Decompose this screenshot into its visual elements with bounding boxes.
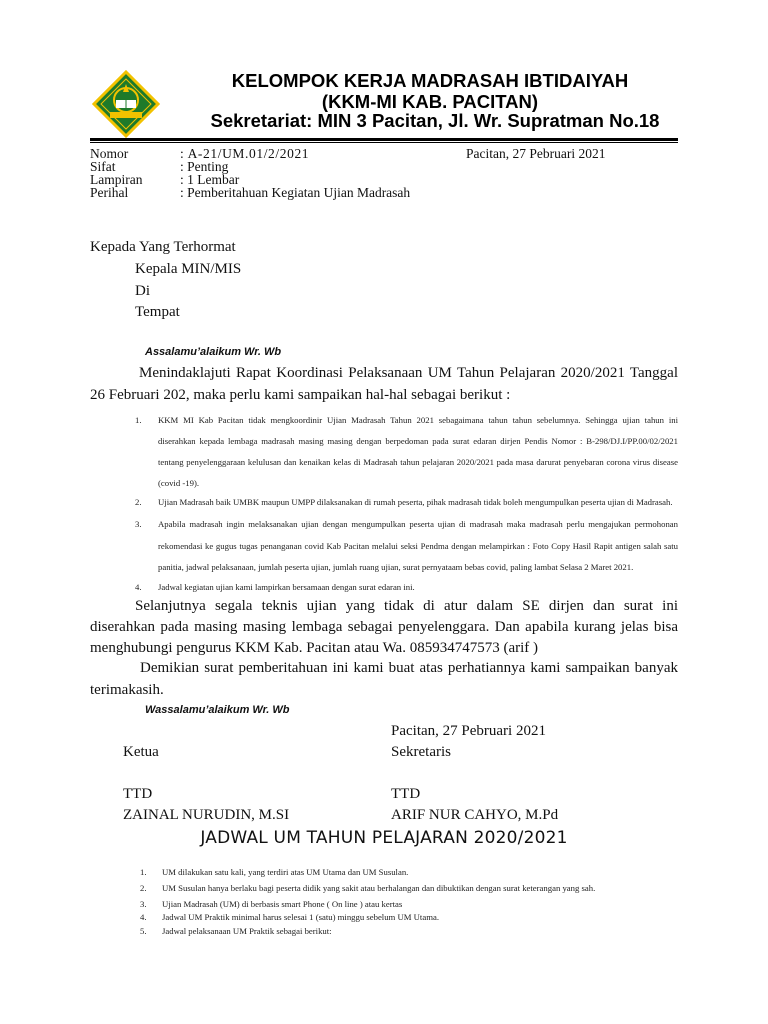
address-place: Tempat [135,304,180,320]
point-line: KKM MI Kab Pacitan tidak mengkoordinir Ujian Madrasah Tahun 2021 sebagaimana tahun tahun sebelumnya. Sehingga ujian tahun ini [158,415,678,425]
address-recipient: Kepala MIN/MIS [135,261,242,277]
jadwal-item: Ujian Madrasah (UM) di berbasis smart Phone ( On line ) atau kertas [162,899,403,909]
signature-left-name: ZAINAL NURUDIN, M.SI [123,807,290,823]
closing-p1-line-3: menghubungi pengurus KKM Kab. Pacitan atau Wa. 085934747573 (arif ) [90,640,539,656]
nomor-label: Nomor [90,146,129,161]
jadwal-item: Jadwal UM Praktik minimal harus selesai 1 (satu) minggu sebelum UM Utama. [162,912,439,922]
address-di: Di [135,283,150,299]
signature-right-ttd: TTD [391,786,421,802]
kemenag-logo-icon [92,70,160,138]
org-name: KELOMPOK KERJA MADRASAH IBTIDAIYAH [231,70,629,91]
intro-line-1: Menindaklajuti Rapat Koordinasi Pelaksanaan UM Tahun Pelajaran 2020/2021 Tanggal [139,365,678,381]
jadwal-item: Jadwal pelaksanaan UM Praktik sebagai berikut: [162,926,332,936]
point-line: Jadwal kegiatan ujian kami lampirkan bersamaan dengan surat edaran ini. [158,582,415,592]
org-abbrev: (KKM-MI KAB. PACITAN) [321,91,539,112]
point-number: 2. [135,497,142,507]
point-line: (covid -19). [158,478,200,488]
jadwal-item: UM dilakukan satu kali, yang terdiri atas UM Utama dan UM Susulan. [162,867,409,877]
closing-p2-line-2: terimakasih. [90,682,164,698]
closing-p2-line-1: Demikian surat pemberitahuan ini kami buat atas perhatiannya kami sampaikan banyak [140,660,678,676]
point-line: Ujian Madrasah baik UMBK maupun UMPP dilaksanakan di rumah peserta, pihak madrasah tidak boleh mengumpulkan peserta ujian di Madrasah. [158,497,673,507]
point-line: panitia, jadwal pelaksanaan, jumlah peserta ujian, jumlah ruang ujian, surat pernyataam bebas covid, paling lambat Selasa 2 Maret 2021. [158,562,634,572]
jadwal-number: 5. [140,926,147,936]
signature-left-role: Ketua [123,744,159,760]
perihal-value: : Pemberitahuan Kegiatan Ujian Madrasah [180,185,411,200]
point-number: 3. [135,519,142,529]
greeting: Assalamu’alaikum Wr. Wb [145,346,282,358]
point-number: 4. [135,582,142,592]
lampiran-label: Lampiran [90,172,143,187]
jadwal-number: 2. [140,883,147,893]
address-to: Kepada Yang Terhormat [90,239,236,255]
point-line: rekomendasi ke gugus tugas penanganan covid Kab Pacitan melalui seksi Pendma dengan melampirkan : Foto Copy Hasil Rapit antigen salah satu [158,541,678,551]
sifat-value: : Penting [180,159,229,174]
jadwal-number: 4. [140,912,147,922]
jadwal-number: 3. [140,899,147,909]
lampiran-value: : 1 Lembar [180,172,240,187]
closing-p1-line-1: Selanjutnya segala teknis ujian yang tidak di atur dalam SE dirjen dan surat ini [135,598,678,614]
signature-right-name: ARIF NUR CAHYO, M.Pd [391,807,559,823]
jadwal-number: 1. [140,867,147,877]
signature-left-ttd: TTD [123,786,153,802]
intro-line-2: 26 Februari 202, maka perlu kami sampaikan hal-hal sebagai berikut : [90,387,511,403]
signature-date: Pacitan, 27 Pebruari 2021 [391,723,546,739]
signature-right-role: Sekretaris [391,744,451,760]
point-line: diserahkan kepada lembaga madrasah masing masing dengan berpedoman pada surat edaran dirjen Pendis Nomor : B-298/DJ.I/PP.00/02/2021 [158,436,678,446]
jadwal-item: UM Susulan hanya berlaku bagi peserta didik yang sakit atau berhalangan dan dibuktikan dengan surat keterangan yang sah. [162,883,596,893]
point-line: Apabila madrasah ingin melaksanakan ujian dengan mengumpulkan peserta ujian di madrasah maka madrasah perlu mengajukan permohonan [158,519,678,529]
point-line: tentang penyelenggaraan kelulusan dan kenaikan kelas di Madrasah tahun pelajaran 2020/2021 pada masa darurat penyebaran corona virus disease [158,457,678,467]
org-address: Sekretariat: MIN 3 Pacitan, Jl. Wr. Supratman No.18 [210,110,660,131]
point-number: 1. [135,415,142,425]
closing-p1-line-2: diserahkan pada masing masing lembaga sebagai penyelenggara. Dan apabila kurang jelas bisa [90,619,678,635]
header-rule-thick [90,138,678,141]
farewell: Wassalamu’alaikum Wr. Wb [145,704,290,716]
jadwal-title: JADWAL UM TAHUN PELAJARAN 2020/2021 [200,828,568,848]
nomor-value: : A-21/UM.01/2/2021 [180,146,310,161]
header-rule-thin [90,142,678,143]
perihal-label: Perihal [90,185,129,200]
letter-date: Pacitan, 27 Pebruari 2021 [466,146,606,161]
sifat-label: Sifat [90,159,116,174]
